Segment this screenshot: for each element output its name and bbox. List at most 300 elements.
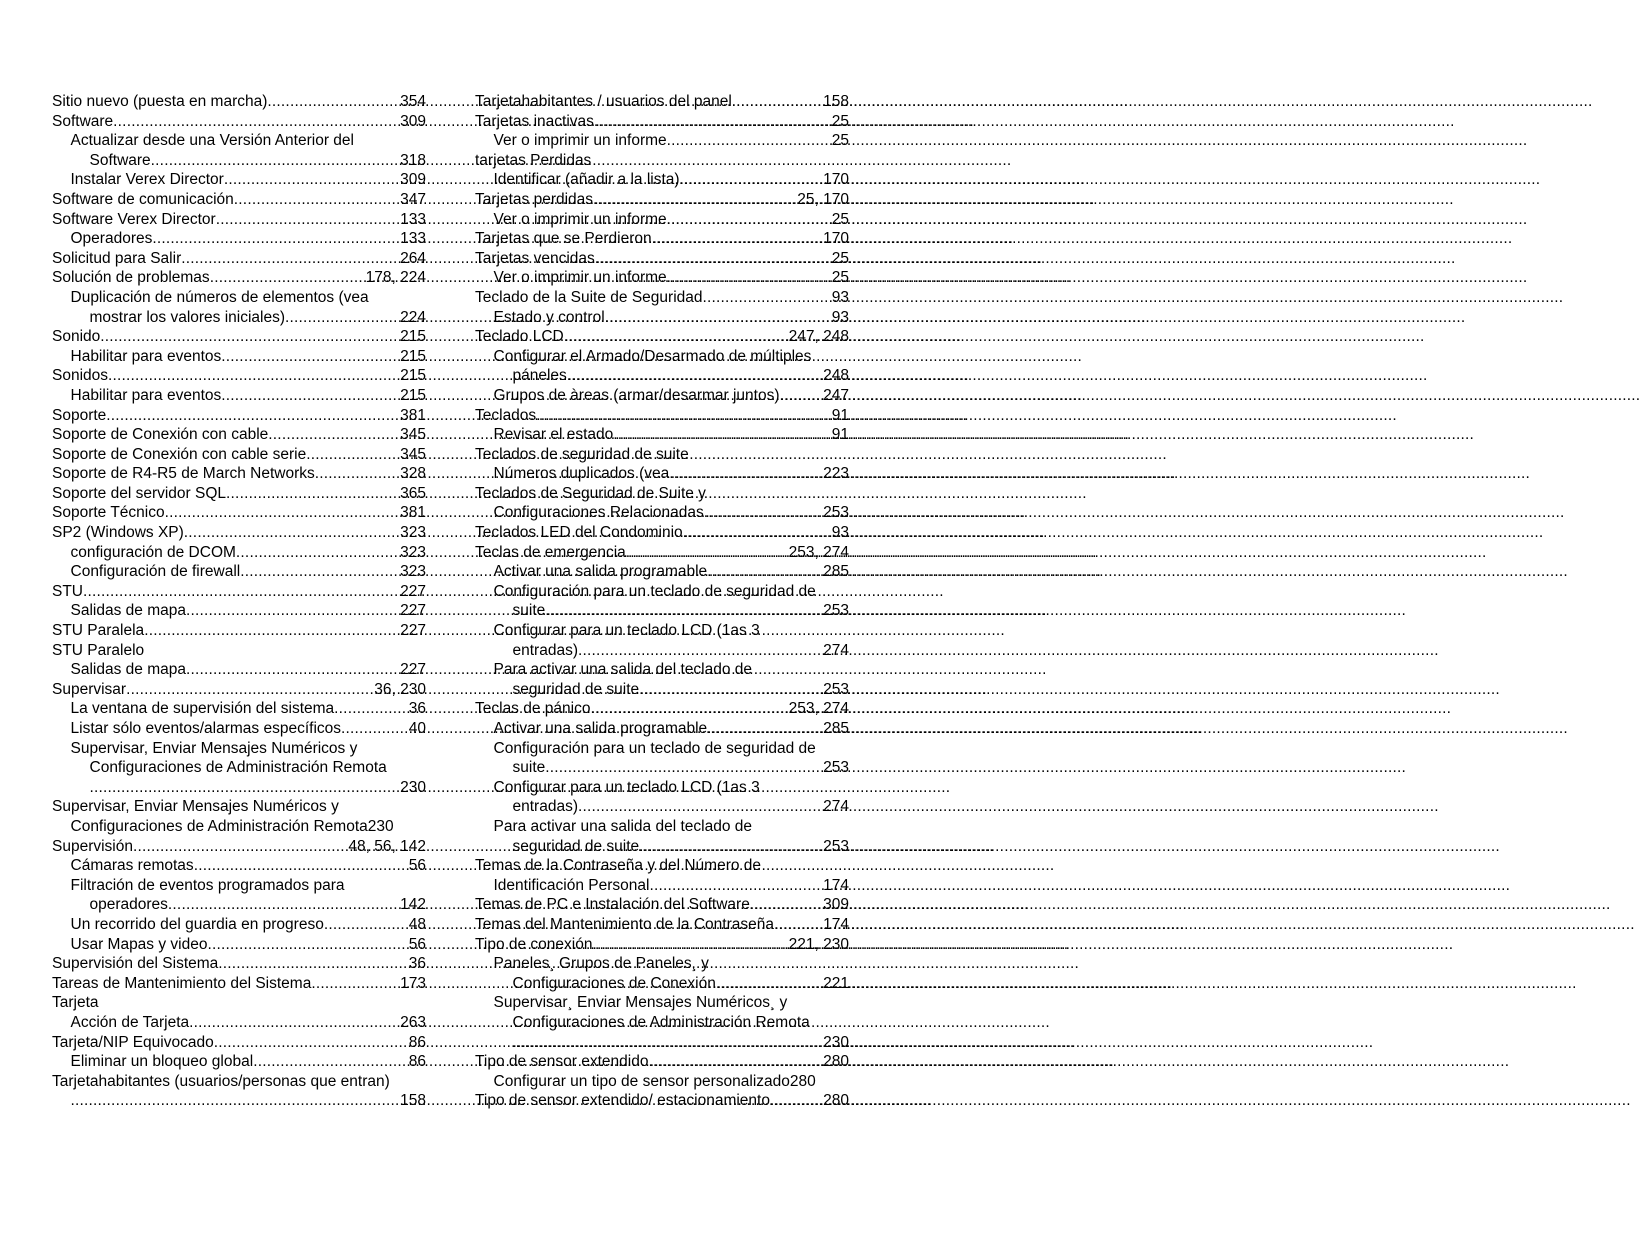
dot-leader bbox=[236, 543, 400, 563]
page-reference: 36 bbox=[408, 700, 426, 718]
page-reference: 274 bbox=[823, 798, 849, 816]
dot-leader bbox=[184, 523, 400, 543]
index-term: Tipo de sensor extendido/ estacionamiento bbox=[475, 1092, 770, 1110]
page-reference: 354 bbox=[400, 93, 426, 110]
page-reference: 323 bbox=[400, 563, 426, 581]
page-reference: 230 bbox=[400, 778, 426, 796]
index-term: Estado y control bbox=[493, 308, 605, 326]
index-term: Revisar el estado bbox=[493, 426, 614, 444]
index-term: Teclados bbox=[475, 406, 537, 424]
page-reference: 227 bbox=[400, 661, 426, 679]
index-entry bbox=[52, 758, 426, 778]
index-term: Teclados LED del Condominio bbox=[475, 524, 683, 542]
index-entry bbox=[52, 190, 426, 210]
dot-leader bbox=[214, 1033, 409, 1053]
index-term: Teclado LCD bbox=[475, 328, 564, 346]
dot-leader bbox=[267, 92, 400, 112]
index-term: Eliminar un bloqueo global bbox=[70, 1053, 254, 1071]
index-entry bbox=[475, 210, 849, 230]
index-term: Software bbox=[52, 112, 114, 130]
index-term: Cámaras remotas bbox=[70, 857, 194, 875]
index-term: Paneles¸ Grupos de Paneles¸ y bbox=[493, 955, 709, 973]
page-reference: 91 bbox=[831, 426, 849, 444]
page-reference: 323 bbox=[400, 543, 426, 561]
index-term: Solicitud para Salir bbox=[52, 249, 182, 267]
dot-leader bbox=[536, 406, 832, 426]
page-reference: 253 bbox=[823, 837, 849, 855]
page-reference: 93 bbox=[831, 288, 849, 306]
index-term: Filtración de eventos programados para bbox=[70, 876, 345, 894]
page-reference: 227 bbox=[400, 602, 426, 620]
index-entry bbox=[52, 797, 426, 817]
dot-leader bbox=[181, 249, 400, 269]
page-reference: 173 bbox=[400, 974, 426, 992]
page-reference: 25 bbox=[831, 132, 849, 150]
index-term: Números duplicados (vea bbox=[493, 465, 670, 483]
index-entry bbox=[475, 445, 849, 465]
index-term: Configurar para un teclado LCD (1as 3 bbox=[493, 778, 760, 796]
page-reference: 142 bbox=[400, 896, 426, 914]
index-term: Sonidos bbox=[52, 367, 109, 385]
dot-leader bbox=[324, 915, 409, 935]
dot-leader bbox=[680, 170, 824, 190]
dot-leader bbox=[113, 112, 400, 132]
index-entry bbox=[52, 660, 426, 680]
index-term: Configurar un tipo de sensor personalizado bbox=[493, 1072, 790, 1090]
index-entry bbox=[52, 935, 426, 955]
dot-leader bbox=[253, 1052, 409, 1072]
index-entry bbox=[52, 347, 426, 367]
index-term: Soporte del servidor SQL bbox=[52, 484, 227, 502]
index-term: Soporte Técnico bbox=[52, 504, 165, 522]
dot-leader bbox=[780, 386, 824, 406]
index-term: tarjetas Perdidas bbox=[475, 151, 592, 169]
page-reference: 253, 274 bbox=[788, 543, 849, 561]
index-term: STU Paralela bbox=[52, 622, 145, 640]
page-reference: 365 bbox=[400, 484, 426, 502]
index-entry bbox=[475, 719, 849, 739]
page-reference: 264 bbox=[400, 249, 426, 267]
index-entry bbox=[475, 699, 849, 719]
dot-leader bbox=[186, 601, 400, 621]
index-term: Supervisión bbox=[52, 837, 133, 855]
page-reference: 224 bbox=[400, 308, 426, 326]
dot-leader bbox=[108, 366, 400, 386]
index-entry bbox=[52, 92, 426, 112]
index-term: Tipo de sensor extendido bbox=[475, 1053, 649, 1071]
page-reference: 328 bbox=[400, 465, 426, 483]
index-term: Temas del Mantenimiento de la Contraseña bbox=[475, 915, 774, 933]
index-entry bbox=[475, 817, 849, 837]
index-term: Tarjeta/NIP Equivocado bbox=[52, 1033, 214, 1051]
index-entry bbox=[52, 151, 426, 171]
index-term: Acción de Tarjeta bbox=[70, 1013, 190, 1031]
index-term: Habilitar para eventos bbox=[70, 386, 222, 404]
page-reference: 247 bbox=[823, 386, 849, 404]
index-term: Supervisar, Enviar Mensajes Numéricos y bbox=[52, 798, 339, 816]
dot-leader bbox=[152, 229, 400, 249]
index-term: Teclados de seguridad de suite bbox=[475, 445, 689, 463]
index-term: Salidas de mapa bbox=[70, 661, 186, 679]
index-entry bbox=[475, 229, 849, 249]
index-term: Software bbox=[89, 151, 151, 169]
index-entry bbox=[475, 268, 849, 288]
page-reference: 309 bbox=[400, 112, 426, 130]
index-term: páneles bbox=[512, 367, 567, 385]
index-term: Software Verex Director bbox=[52, 210, 216, 228]
dot-leader bbox=[639, 837, 823, 857]
index-term: Configuraciones de Conexión bbox=[512, 974, 716, 992]
index-term: Tipo de conexión bbox=[475, 935, 593, 953]
page-reference: 25 bbox=[831, 269, 849, 287]
index-entry bbox=[52, 974, 426, 994]
page-reference: 178, 224 bbox=[365, 269, 426, 287]
dot-leader bbox=[590, 699, 788, 719]
index-term: Teclas de emergencia bbox=[475, 543, 626, 561]
index-term: Supervisar bbox=[52, 680, 127, 698]
index-entry bbox=[52, 386, 426, 406]
index-entry bbox=[52, 719, 426, 739]
index-term: Actualizar desde una Versión Anterior del bbox=[70, 132, 354, 150]
dot-leader bbox=[151, 151, 400, 171]
index-entry bbox=[52, 837, 426, 857]
index-entry bbox=[475, 249, 849, 269]
index-entry bbox=[52, 268, 426, 288]
dot-leader bbox=[626, 543, 789, 563]
index-entry bbox=[475, 895, 849, 915]
index-entry bbox=[52, 895, 426, 915]
index-term: Tarjetahabitantes / usuarios del panel bbox=[475, 93, 732, 110]
index-term: seguridad de suite bbox=[512, 680, 640, 698]
index-entry bbox=[52, 915, 426, 935]
index-entry bbox=[475, 464, 849, 484]
index-term: Habilitar para eventos bbox=[70, 347, 222, 365]
index-entry bbox=[52, 425, 426, 445]
index-entry bbox=[475, 876, 849, 896]
dot-leader bbox=[189, 1013, 400, 1033]
index-entry bbox=[475, 797, 849, 817]
index-term: Soporte de R4-R5 de March Networks bbox=[52, 465, 315, 483]
dot-leader bbox=[545, 758, 823, 778]
index-term: Identificación Personal bbox=[493, 876, 650, 894]
page-reference: 133 bbox=[400, 210, 426, 228]
index-entry bbox=[475, 621, 849, 641]
index-entry bbox=[475, 680, 849, 700]
dot-leader bbox=[240, 562, 400, 582]
dot-leader bbox=[707, 719, 823, 739]
index-term: Para activar una salida del teclado de bbox=[493, 661, 752, 679]
page-reference: 280 bbox=[823, 1053, 849, 1071]
index-entry bbox=[475, 935, 849, 955]
page-reference: 36, 230 bbox=[374, 680, 426, 698]
index-term: Duplicación de números de elementos (vea bbox=[70, 288, 369, 306]
index-entry bbox=[475, 778, 849, 798]
page-reference: 253 bbox=[823, 602, 849, 620]
index-entry bbox=[52, 445, 426, 465]
index-entry bbox=[52, 778, 426, 798]
dot-leader bbox=[593, 190, 797, 210]
dot-leader bbox=[133, 837, 348, 857]
index-term: Temas de PC e Instalación del Software bbox=[475, 896, 750, 914]
index-term: Configuraciones Relacionadas bbox=[493, 504, 704, 522]
page-reference: 323 bbox=[400, 524, 426, 542]
page-reference: 93 bbox=[831, 308, 849, 326]
dot-leader bbox=[83, 582, 400, 602]
index-entry bbox=[52, 562, 426, 582]
index-entry bbox=[475, 327, 849, 347]
index-entry bbox=[52, 699, 426, 719]
dot-leader bbox=[605, 308, 832, 328]
index-entry bbox=[475, 92, 849, 112]
index-entry bbox=[52, 856, 426, 876]
dot-leader bbox=[770, 1091, 823, 1111]
index-entry bbox=[475, 1033, 849, 1053]
index-term: Teclados de Seguridad de Suite y bbox=[475, 484, 706, 502]
dot-leader bbox=[186, 660, 400, 680]
page-reference: 40 bbox=[408, 720, 426, 737]
page-reference: 345 bbox=[400, 445, 426, 463]
page-reference: 223 bbox=[823, 465, 849, 483]
dot-leader bbox=[168, 895, 400, 915]
index-term: Ver o imprimir un informe bbox=[493, 210, 667, 228]
page-reference: 230 bbox=[367, 817, 394, 835]
index-term: Salidas de mapa bbox=[70, 602, 186, 620]
index-entry bbox=[52, 1072, 426, 1092]
dot-leader bbox=[334, 699, 409, 719]
index-entry bbox=[475, 993, 849, 1013]
index-entry bbox=[52, 582, 426, 602]
dot-leader bbox=[732, 92, 823, 112]
dot-leader bbox=[683, 523, 832, 543]
index-term: entradas) bbox=[512, 798, 578, 816]
dot-leader bbox=[567, 366, 823, 386]
dot-leader bbox=[106, 406, 400, 426]
page-reference: 86 bbox=[408, 1053, 426, 1071]
dot-leader bbox=[306, 445, 400, 465]
index-term: Teclas de pánico bbox=[475, 700, 591, 718]
index-entry bbox=[52, 543, 426, 563]
index-entry bbox=[475, 386, 849, 406]
index-entry bbox=[475, 1052, 849, 1072]
index-column-left bbox=[52, 92, 426, 1111]
page-reference: 25 bbox=[831, 249, 849, 267]
page-reference: 309 bbox=[400, 171, 426, 189]
index-term: Ver o imprimir un informe bbox=[493, 132, 667, 150]
index-term: Tarjetas vencidas bbox=[475, 249, 595, 267]
page-reference: 345 bbox=[400, 426, 426, 444]
index-entry bbox=[52, 601, 426, 621]
index-entry bbox=[475, 758, 849, 778]
dot-leader bbox=[221, 386, 400, 406]
dot-leader bbox=[90, 778, 401, 798]
dot-leader bbox=[268, 425, 400, 445]
index-entry bbox=[475, 1072, 849, 1092]
dot-leader bbox=[341, 719, 409, 739]
dot-leader bbox=[285, 308, 400, 328]
dot-leader bbox=[221, 347, 400, 367]
dot-leader bbox=[194, 856, 409, 876]
index-entry bbox=[475, 601, 849, 621]
page-reference: 25 bbox=[831, 112, 849, 130]
dot-leader bbox=[704, 503, 823, 523]
index-entry bbox=[475, 856, 849, 876]
dot-leader bbox=[216, 210, 400, 230]
index-entry bbox=[475, 170, 849, 190]
dot-leader bbox=[592, 935, 788, 955]
page-reference: 56 bbox=[408, 935, 426, 953]
index-entry bbox=[52, 131, 426, 151]
page-reference: 221 bbox=[823, 974, 849, 992]
index-entry bbox=[475, 131, 849, 151]
index-term: Sitio nuevo (puesta en marcha) bbox=[52, 93, 268, 110]
index-term: Soporte bbox=[52, 406, 107, 424]
page-reference: 133 bbox=[400, 230, 426, 248]
index-entry bbox=[475, 915, 849, 935]
dot-leader bbox=[594, 112, 832, 132]
index-term: Supervisión del Sistema bbox=[52, 955, 219, 973]
index-term: Tarjetas que se Perdieron bbox=[475, 230, 652, 248]
index-entry bbox=[475, 954, 849, 974]
index-term: Configurar para un teclado LCD (1as 3 bbox=[493, 622, 760, 640]
page-reference: 174 bbox=[823, 915, 849, 933]
index-term: Tareas de Mantenimiento del Sistema bbox=[52, 974, 312, 992]
dot-leader bbox=[750, 895, 823, 915]
index-entry bbox=[52, 503, 426, 523]
index-entry bbox=[475, 660, 849, 680]
index-entry bbox=[475, 739, 849, 759]
index-entry bbox=[475, 582, 849, 602]
index-entry bbox=[52, 1091, 426, 1111]
dot-leader bbox=[545, 601, 823, 621]
index-entry bbox=[52, 523, 426, 543]
index-entry bbox=[52, 739, 426, 759]
index-entry bbox=[475, 1091, 849, 1111]
index-entry bbox=[475, 641, 849, 661]
index-entry bbox=[475, 543, 849, 563]
index-entry bbox=[475, 523, 849, 543]
index-entry bbox=[475, 366, 849, 386]
page-reference: 263 bbox=[400, 1013, 426, 1031]
index-term: Tarjetas perdidas bbox=[475, 190, 594, 208]
page-reference: 215 bbox=[400, 347, 426, 365]
index-entry bbox=[475, 425, 849, 445]
index-term: Soporte de Conexión con cable serie bbox=[52, 445, 307, 463]
page-reference: 221, 230 bbox=[788, 935, 849, 953]
index-term: suite bbox=[512, 602, 546, 620]
page-reference: 247, 248 bbox=[788, 328, 849, 346]
page-reference: 158 bbox=[400, 1092, 426, 1110]
index-term: Grupos de àreas (armar/desarmar juntos) bbox=[493, 386, 780, 404]
index-entry bbox=[475, 406, 849, 426]
index-term: Configuraciones de Administración Remota bbox=[512, 1013, 810, 1031]
index-entry bbox=[52, 621, 426, 641]
index-entry bbox=[52, 876, 426, 896]
index-term: entradas) bbox=[512, 641, 578, 659]
page-reference: 158 bbox=[823, 93, 849, 110]
index-term: Teclado de la Suite de Seguridad bbox=[475, 288, 703, 306]
page-reference: 36 bbox=[408, 955, 426, 973]
dot-leader bbox=[578, 797, 823, 817]
index-term: mostrar los valores iniciales) bbox=[89, 308, 286, 326]
page-reference: 280 bbox=[789, 1072, 816, 1090]
index-entry bbox=[52, 288, 426, 308]
dot-leader bbox=[564, 327, 789, 347]
index-entry bbox=[52, 680, 426, 700]
dot-leader bbox=[311, 974, 400, 994]
dot-leader bbox=[210, 268, 366, 288]
page-reference: 318 bbox=[400, 151, 426, 169]
index-term: Soporte de Conexión con cable bbox=[52, 426, 269, 444]
index-entry bbox=[52, 1013, 426, 1033]
page-reference: 253 bbox=[823, 680, 849, 698]
dot-leader bbox=[234, 190, 400, 210]
index-term: Activar una salida programable bbox=[493, 563, 708, 581]
page-reference: 170 bbox=[823, 230, 849, 248]
index-term: Para activar una salida del teclado de bbox=[493, 817, 752, 835]
dot-leader bbox=[207, 935, 408, 955]
dot-leader bbox=[707, 562, 823, 582]
dot-leader bbox=[669, 464, 823, 484]
index-term: STU bbox=[52, 582, 83, 600]
index-term: La ventana de supervisión del sistema bbox=[70, 700, 335, 718]
dot-leader bbox=[595, 249, 832, 269]
index-entry bbox=[52, 641, 426, 661]
page-reference: 253 bbox=[823, 759, 849, 777]
index-term: Listar sólo eventos/alarmas específicos bbox=[70, 720, 342, 737]
index-term: configuración de DCOM bbox=[70, 543, 236, 561]
index-entry bbox=[475, 1013, 849, 1033]
page-reference: 381 bbox=[400, 504, 426, 522]
index-term: Configuración para un teclado de seguridad de bbox=[493, 582, 816, 600]
index-entry bbox=[475, 190, 849, 210]
index-entry bbox=[52, 993, 426, 1013]
index-term: Tarjetas inactivas bbox=[475, 112, 594, 130]
index-entry bbox=[475, 288, 849, 308]
index-entry bbox=[52, 484, 426, 504]
dot-leader bbox=[578, 641, 823, 661]
page-reference: 280 bbox=[823, 1092, 849, 1110]
index-entry bbox=[52, 229, 426, 249]
dot-leader bbox=[71, 1091, 401, 1111]
index-entry bbox=[475, 347, 849, 367]
page-reference: 227 bbox=[400, 582, 426, 600]
index-term: Supervisar¸ Enviar Mensajes Numéricos¸ y bbox=[493, 994, 788, 1012]
page-reference: 248 bbox=[823, 367, 849, 385]
dot-leader bbox=[716, 974, 823, 994]
index-term: Un recorrido del guardia en progreso bbox=[70, 915, 324, 933]
page-reference: 274 bbox=[823, 641, 849, 659]
index-term: Configurar el Armado/Desarmado de múltiples bbox=[493, 347, 812, 365]
page-reference: 91 bbox=[831, 406, 849, 424]
index-entry bbox=[52, 954, 426, 974]
dot-leader bbox=[126, 680, 374, 700]
index-entry bbox=[52, 170, 426, 190]
index-term: Sonido bbox=[52, 328, 101, 346]
index-term: STU Paralelo bbox=[52, 641, 145, 659]
index-term: SP2 (Windows XP) bbox=[52, 524, 184, 542]
dot-leader bbox=[649, 876, 823, 896]
page-reference: 253 bbox=[823, 504, 849, 522]
index-term: Configuraciones de Administración Remota bbox=[89, 759, 387, 777]
index-entry bbox=[52, 817, 426, 837]
index-entry bbox=[475, 484, 849, 504]
index-term: Usar Mapas y video bbox=[70, 935, 208, 953]
dot-leader bbox=[652, 229, 823, 249]
dot-leader bbox=[613, 425, 831, 445]
index-term: Solución de problemas bbox=[52, 269, 210, 287]
index-entry bbox=[52, 464, 426, 484]
page-reference: 381 bbox=[400, 406, 426, 424]
